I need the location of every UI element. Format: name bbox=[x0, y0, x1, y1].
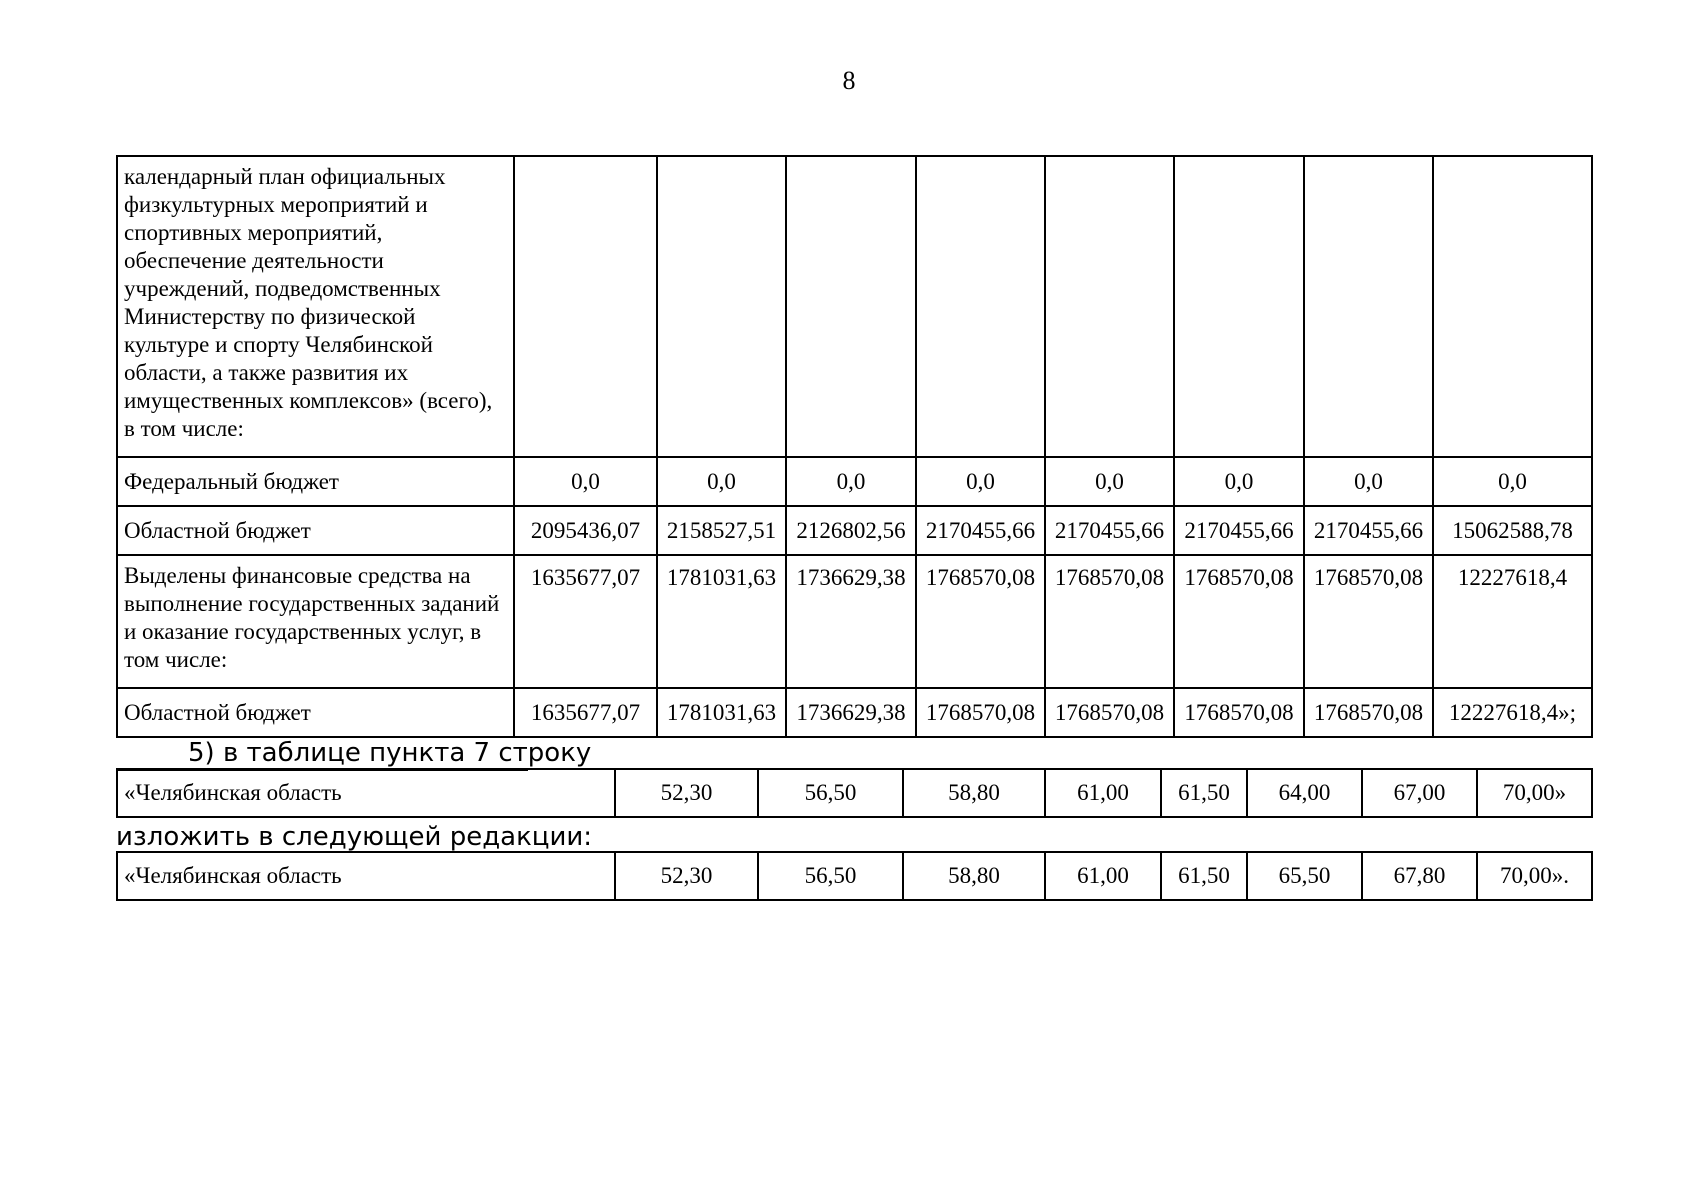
table-row bbox=[117, 156, 1592, 457]
old-row-table bbox=[116, 768, 1593, 818]
value-cell: 61,00 bbox=[1045, 769, 1161, 817]
value-cell: 52,30 bbox=[615, 769, 758, 817]
value-cell bbox=[1304, 156, 1433, 457]
value-cell: 1781031,63 bbox=[657, 688, 786, 737]
value-cell: 61,00 bbox=[1045, 852, 1161, 900]
value-cell: 67,00 bbox=[1362, 769, 1477, 817]
value-cell: 0,0 bbox=[786, 457, 916, 506]
value-cell bbox=[1045, 156, 1174, 457]
value-cell: 1768570,08 bbox=[1304, 688, 1433, 737]
table-row bbox=[117, 506, 1592, 555]
value-cell: 1781031,63 bbox=[657, 555, 786, 688]
value-cell: 67,80 bbox=[1362, 852, 1477, 900]
value-cell bbox=[1174, 156, 1304, 457]
row-label: календарный план официальных физкультурных мероприятий и спортивных мероприятий, обеспечение деятельности учреждений, подведомственных Министерству по физической культуре и спорту Челябинской области, а также развития их имущественных комплексов» (всего), в том числе: bbox=[117, 156, 514, 457]
value-cell: 2126802,56 bbox=[786, 506, 916, 555]
value-cell: 1768570,08 bbox=[1174, 555, 1304, 688]
value-cell: 2170455,66 bbox=[1304, 506, 1433, 555]
value-cell: 56,50 bbox=[758, 852, 903, 900]
value-cell: 0,0 bbox=[514, 457, 657, 506]
row-label: «Челябинская область bbox=[117, 769, 615, 817]
table-row bbox=[117, 688, 1592, 737]
table-row bbox=[117, 555, 1592, 688]
amendment-instruction: 5) в таблице пункта 7 строку bbox=[188, 738, 592, 768]
value-cell: 2170455,66 bbox=[1045, 506, 1174, 555]
row-label: «Челябинская область bbox=[117, 852, 615, 900]
value-cell: 0,0 bbox=[916, 457, 1045, 506]
value-cell bbox=[657, 156, 786, 457]
value-cell: 1768570,08 bbox=[1304, 555, 1433, 688]
value-cell: 1768570,08 bbox=[1174, 688, 1304, 737]
value-cell bbox=[1433, 156, 1592, 457]
value-cell: 0,0 bbox=[1304, 457, 1433, 506]
value-cell: 1736629,38 bbox=[786, 688, 916, 737]
value-cell: 61,50 bbox=[1161, 852, 1247, 900]
value-cell: 2170455,66 bbox=[1174, 506, 1304, 555]
value-cell: 70,00». bbox=[1477, 852, 1592, 900]
value-cell: 2095436,07 bbox=[514, 506, 657, 555]
value-cell: 1768570,08 bbox=[1045, 688, 1174, 737]
value-cell: 0,0 bbox=[1174, 457, 1304, 506]
value-cell: 56,50 bbox=[758, 769, 903, 817]
value-cell: 2158527,51 bbox=[657, 506, 786, 555]
amendment-instruction-continued: изложить в следующей редакции: bbox=[116, 822, 593, 852]
value-cell: 70,00» bbox=[1477, 769, 1592, 817]
value-cell: 1768570,08 bbox=[916, 555, 1045, 688]
value-cell: 0,0 bbox=[657, 457, 786, 506]
table-row bbox=[117, 852, 1592, 900]
row-label: Выделены финансовые средства на выполнение государственных заданий и оказание государственных услуг, в том числе: bbox=[117, 555, 514, 688]
value-cell: 61,50 bbox=[1161, 769, 1247, 817]
value-cell: 65,50 bbox=[1247, 852, 1362, 900]
value-cell: 1768570,08 bbox=[1045, 555, 1174, 688]
page-number: 8 bbox=[842, 66, 856, 95]
table-row bbox=[117, 457, 1592, 506]
value-cell: 1768570,08 bbox=[916, 688, 1045, 737]
value-cell: 1736629,38 bbox=[786, 555, 916, 688]
value-cell: 58,80 bbox=[903, 769, 1045, 817]
value-cell bbox=[916, 156, 1045, 457]
value-cell: 64,00 bbox=[1247, 769, 1362, 817]
value-cell: 0,0 bbox=[1433, 457, 1592, 506]
value-cell: 1635677,07 bbox=[514, 688, 657, 737]
row-label: Федеральный бюджет bbox=[117, 457, 514, 506]
value-cell: 1635677,07 bbox=[514, 555, 657, 688]
budget-table bbox=[116, 155, 1593, 738]
value-cell: 52,30 bbox=[615, 852, 758, 900]
value-cell: 15062588,78 bbox=[1433, 506, 1592, 555]
value-cell bbox=[514, 156, 657, 457]
new-row-table bbox=[116, 851, 1593, 901]
value-cell: 2170455,66 bbox=[916, 506, 1045, 555]
row-label: Областной бюджет bbox=[117, 688, 514, 737]
value-cell bbox=[786, 156, 916, 457]
row-label: Областной бюджет bbox=[117, 506, 514, 555]
table-row bbox=[117, 769, 1592, 817]
value-cell: 58,80 bbox=[903, 852, 1045, 900]
value-cell: 12227618,4»; bbox=[1433, 688, 1592, 737]
value-cell: 12227618,4 bbox=[1433, 555, 1592, 688]
value-cell: 0,0 bbox=[1045, 457, 1174, 506]
